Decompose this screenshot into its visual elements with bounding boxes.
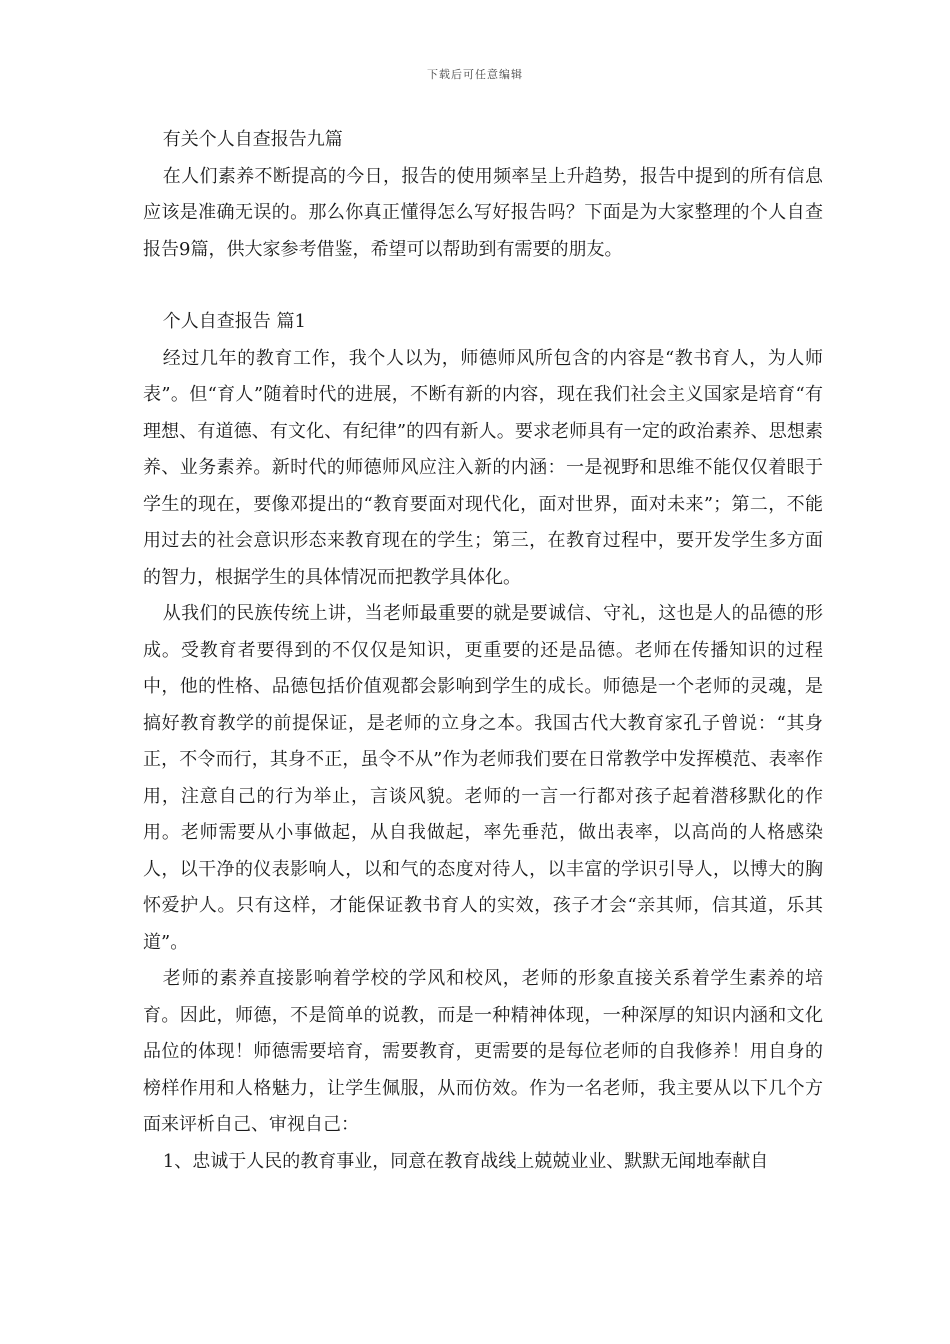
document-title: 有关个人自查报告九篇: [162, 129, 343, 150]
header-note: 下载后可任意编辑: [427, 68, 523, 81]
body-paragraph: 经过几年的教育工作，我个人以为，师德师风所包含的内容是“教书育人，为人师表”。但“育人”随着时代的进展，不断有新的内容，现在我们社会主义国家是培育“有理想、有道德、有文化、有纪律”的四有新人。要求老师具有一定的政治素养、思想素养、业务素养。新时代的师德师风应注入新的内涵：一是视野和思维不能仅仅着眼于学生的现在，要像邓提出的“教育要面对现代化，面对世界，面对未来”；第二，不能用过去的社会意识形态来教育现在的学生；第三，在教育过程中，要开发学生多方面的智力，根据学生的具体情况而把教学具体化。: [143, 347, 823, 588]
document-body: [143, 122, 823, 1180]
body-paragraph: 1、忠诚于人民的教育事业，同意在教育战线上兢兢业业、默默无闻地奉献自: [162, 1150, 769, 1172]
intro-paragraph: 在人们素养不断提高的今日，报告的使用频率呈上升趋势，报告中提到的所有信息应该是准确无误的。那么你真正懂得怎么写好报告吗？下面是为大家整理的个人自查报告9篇，供大家参考借鉴，希望可以帮助到有需要的朋友。: [143, 165, 823, 260]
body-paragraph: 从我们的民族传统上讲，当老师最重要的就是要诚信、守礼，这也是人的品德的形成。受教育者要得到的不仅仅是知识，更重要的还是品德。老师在传播知识的过程中，他的性格、品德包括价值观都会影响到学生的成长。师德是一个老师的灵魂，是搞好教育教学的前提保证，是老师的立身之本。我国古代大教育家孔子曾说：“其身正，不令而行，其身不正，虽令不从”作为老师我们要在日常教学中发挥模范、表率作用，注意自己的行为举止，言谈风貌。老师的一言一行都对孩子起着潜移默化的作用。老师需要从小事做起，从自我做起，率先垂范，做出表率，以高尚的人格感染人，以干净的仪表影响人，以和气的态度对待人，以丰富的学识引导人，以博大的胸怀爱护人。只有这样，才能保证教书育人的实效，孩子才会“亲其师，信其道，乐其道”。: [143, 603, 823, 953]
body-paragraph: 老师的素养直接影响着学校的学风和校风，老师的形象直接关系着学生素养的培育。因此，师德，不是简单的说教，而是一种精神体现，一种深厚的知识内涵和文化品位的体现！师德需要培育，需要教育，更需要的是每位老师的自我修养！用自身的榜样作用和人格魅力，让学生佩服，从而仿效。作为一名老师，我主要从以下几个方面来评析自己、审视自己：: [143, 968, 823, 1135]
section-heading: 个人自查报告 篇1: [162, 311, 306, 332]
